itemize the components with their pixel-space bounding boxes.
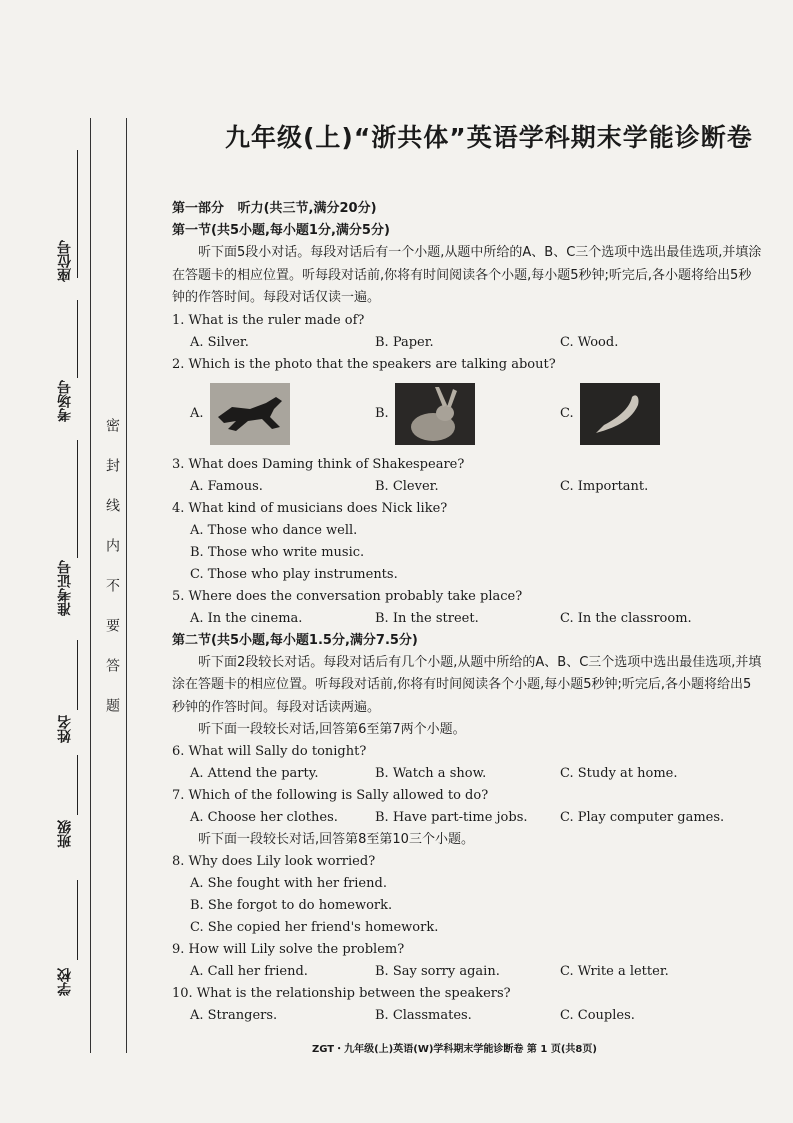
name-blank-line (77, 640, 78, 710)
q7-option-a: A. Choose her clothes. (190, 810, 338, 825)
question-9-stem: 9. How will Lily solve the problem? (172, 942, 405, 957)
section2-instructions: 听下面2段较长对话。每段对话后有几个小题,从题中所给的A、B、C三个选项中选出最佳选项,并填涂在答题卡的相应位置。听每段对话前,你将有时间阅读各个小题,每小题5秒钟;听完后,各小题将给出5秒钟的作答时间。每段对话读两遍。 (172, 654, 762, 715)
q5-option-b: B. In the street. (375, 610, 479, 626)
section2-subinstruction-2: 听下面一段较长对话,回答第8至第10三个小题。 (198, 832, 474, 847)
question-7-stem: 7. Which of the following is Sally allowed to do? (172, 788, 489, 803)
question-6-options (172, 763, 762, 785)
q6-option-b: B. Watch a show. (375, 766, 487, 781)
q2-option-b-label: B. (375, 406, 389, 421)
school-blank-line (77, 880, 78, 960)
section2-subinstruction-1: 听下面一段较长对话,回答第6至第7两个小题。 (198, 722, 466, 737)
q2-option-c-label: C. (560, 406, 574, 421)
question-5-stem: 5. Where does the conversation probably take place? (172, 588, 523, 604)
class-label: 班级 (57, 820, 73, 848)
q3-option-c: C. Important. (560, 478, 649, 494)
question-3-options (172, 476, 762, 498)
q1-option-c: C. Wood. (560, 334, 619, 350)
question-4-stem: 4. What kind of musicians does Nick like? (172, 500, 448, 516)
section1-instructions: 听下面5段小对话。每段对话后有一个小题,从题中所给的A、B、C三个选项中选出最佳选项,并填涂在答题卡的相应位置。听每段对话前,你将有时间阅读各个小题,每小题5秒钟;听完后,各小题将给出5秒钟的作答时间。每段对话仅读一遍。 (172, 245, 762, 305)
question-10-stem: 10. What is the relationship between the speakers? (172, 986, 511, 1001)
ticket-blank-line (77, 440, 78, 558)
rabbit-photo (395, 383, 475, 445)
ticket-number-label: 准考证号 (57, 560, 73, 616)
running-dog-photo (210, 383, 290, 445)
q3-option-b: B. Clever. (375, 478, 439, 494)
section1-header: 第一节(共5小题,每小题1分,满分5分) (172, 223, 390, 238)
question-1-stem: 1. What is the ruler made of? (172, 312, 365, 328)
section2-header: 第二节(共5小题,每小题1.5分,满分7.5分) (172, 632, 418, 648)
q9-option-b: B. Say sorry again. (375, 964, 500, 979)
class-blank-line (77, 755, 78, 815)
q5-option-c: C. In the classroom. (560, 610, 692, 626)
page-footer: ZGT・九年级(上)英语(W)学科期末学能诊断卷 第 1 页(共8页) (312, 1044, 597, 1055)
q9-option-c: C. Write a letter. (560, 964, 669, 979)
seat-number-label: 座位号 (57, 240, 73, 282)
binding-line-inner (126, 118, 127, 1053)
q6-option-a: A. Attend the party. (190, 766, 319, 781)
q7-option-b: B. Have part-time jobs. (375, 810, 528, 825)
q3-option-a: A. Famous. (190, 478, 263, 494)
q6-option-c: C. Study at home. (560, 766, 678, 781)
name-label: 姓名 (57, 715, 73, 743)
room-blank-line (77, 300, 78, 378)
question-10-options (172, 1005, 762, 1027)
question-2-stem: 2. Which is the photo that the speakers are talking about? (172, 356, 556, 372)
question-3-stem: 3. What does Daming think of Shakespeare? (172, 456, 465, 472)
q2-option-a (190, 383, 375, 445)
q10-option-c: C. Couples. (560, 1008, 635, 1023)
q10-option-a: A. Strangers. (190, 1008, 278, 1023)
exam-room-label: 考场号 (57, 380, 73, 422)
q7-option-c: C. Play computer games. (560, 810, 725, 825)
page-title: 九年级(上)“浙共体”英语学科期末学能诊断卷 (225, 123, 753, 152)
q2-option-a-label: A. (190, 406, 204, 421)
q4-option-c: C. Those who play instruments. (190, 566, 398, 582)
part1-header (172, 198, 762, 220)
part1-label: 第一部分 (172, 201, 225, 216)
q8-option-b: B. She forgot to do homework. (190, 898, 393, 913)
exam-content (172, 198, 762, 1027)
q1-option-b: B. Paper. (375, 334, 434, 350)
bird-sculpture-photo (580, 383, 660, 445)
question-2-photo-options (172, 379, 762, 449)
question-9-options (172, 961, 762, 983)
q8-option-c: C. She copied her friend's homework. (190, 920, 439, 935)
part1-text: 听力(共三节,满分20分) (237, 201, 377, 216)
q10-option-b: B. Classmates. (375, 1008, 472, 1023)
q9-option-a: A. Call her friend. (190, 964, 308, 979)
q5-option-a: A. In the cinema. (190, 610, 303, 626)
question-1-options (172, 332, 762, 354)
question-6-stem: 6. What will Sally do tonight? (172, 744, 367, 759)
q2-option-b (375, 383, 560, 445)
q4-option-a: A. Those who dance well. (190, 522, 358, 538)
binding-line-outer (90, 118, 91, 1053)
question-8-stem: 8. Why does Lily look worried? (172, 854, 376, 869)
question-7-options (172, 807, 762, 829)
school-label: 学校 (57, 968, 73, 996)
q8-option-a: A. She fought with her friend. (190, 876, 387, 891)
seat-blank-line (77, 150, 78, 278)
seal-warning-text: 密封线内不要答题 (104, 418, 120, 738)
q4-option-b: B. Those who write music. (190, 544, 365, 560)
q1-option-a: A. Silver. (190, 334, 249, 350)
q2-option-c (560, 383, 745, 445)
question-5-options (172, 608, 762, 630)
